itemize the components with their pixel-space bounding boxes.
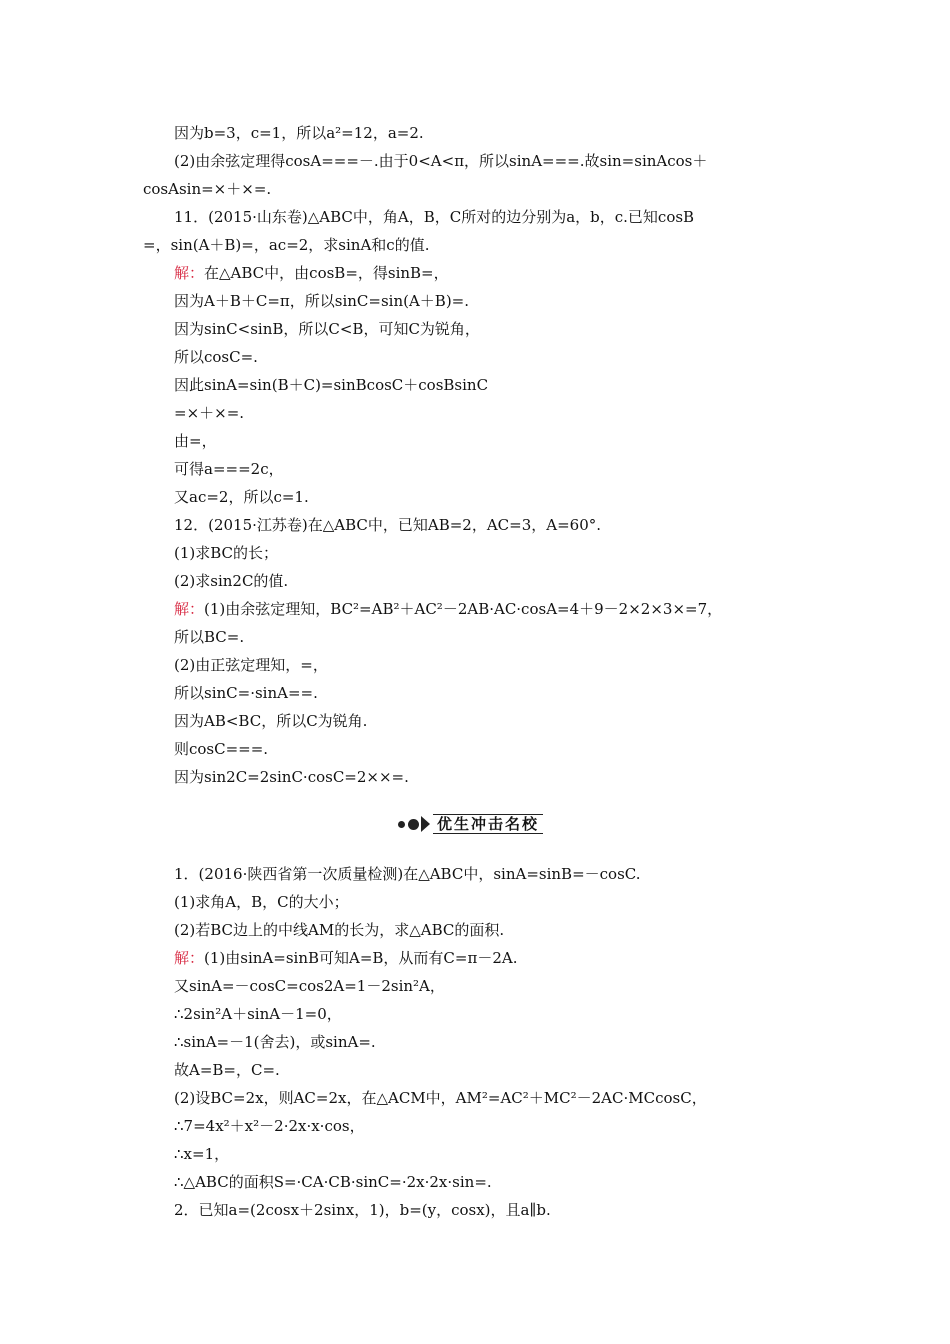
text-line: 所以BC=. <box>174 628 245 646</box>
text-line: 所以cosC=. <box>174 348 258 366</box>
text-line: 因为A＋B＋C=π，所以sinC=sin(A＋B)=. <box>174 292 470 310</box>
text-line: 因为AB<BC，所以C为锐角. <box>174 712 368 730</box>
text-line: =，sin(A＋B)=，ac=2，求sinA和c的值. <box>143 236 430 254</box>
problem-1-heading: 1．(2016·陕西省第一次质量检测)在△ABC中，sinA=sinB=－cosC. <box>174 865 641 883</box>
text-line: ∴7=4x²＋x²－2·2x·x·cos， <box>174 1117 365 1135</box>
text-line: ∴△ABC的面积S=·CA·CB·sinC=·2x·2x·sin=. <box>174 1173 492 1191</box>
text-line: (2)若BC边上的中线AM的长为，求△ABC的面积. <box>174 921 505 939</box>
solution-line: 解：(1)由sinA=sinB可知A=B，从而有C=π－2A. <box>174 949 518 967</box>
text-line: (2)求sin2C的值. <box>174 572 289 590</box>
text-line: 所以sinC=·sinA==. <box>174 684 318 702</box>
text-line: =×＋×=. <box>174 404 245 422</box>
solution-label: 解： <box>174 949 205 967</box>
dot-small-icon <box>398 821 405 828</box>
text-line: 则cosC===. <box>174 740 269 758</box>
problem-12-heading: 12．(2015·江苏卷)在△ABC中，已知AB=2，AC=3，A=60°. <box>174 516 602 534</box>
text-line: 因此sinA=sin(B＋C)=sinBcosC＋cosBsinC <box>174 376 489 394</box>
text-line: 由=， <box>174 432 217 450</box>
dot-large-icon <box>408 819 419 830</box>
text-line: (1)求角A，B，C的大小； <box>174 893 349 911</box>
text-line: 因为b=3，c=1，所以a²=12，a=2. <box>174 124 424 142</box>
text-line: 因为sinC<sinB，所以C<B，可知C为锐角， <box>174 320 480 338</box>
arrow-right-icon <box>421 816 430 832</box>
text-line: (2)由正弦定理知，=， <box>174 656 328 674</box>
text-line: ∴x=1， <box>174 1145 230 1163</box>
text-line: cosAsin=×＋×=. <box>143 180 272 198</box>
text-line: ∴sinA=－1(舍去)，或sinA=. <box>174 1033 376 1051</box>
solution-line: 解：在△ABC中，由cosB=，得sinB=， <box>174 264 449 282</box>
problem-2-heading: 2．已知a=(2cosx＋2sinx，1)，b=(y，cosx)，且a∥b. <box>174 1201 551 1219</box>
text-line: 因为sin2C=2sinC·cosC=2××=. <box>174 768 409 786</box>
solution-label: 解： <box>174 264 205 282</box>
solution-line: 解：(1)由余弦定理知，BC²=AB²＋AC²－2AB·AC·cosA=4＋9－2×2×3×=7， <box>174 600 723 618</box>
problem-11-heading: 11．(2015·山东卷)△ABC中，角A，B，C所对的边分别为a，b，c.已知cosB <box>174 208 695 226</box>
text-line: ∴2sin²A＋sinA－1=0， <box>174 1005 342 1023</box>
text-line: 又ac=2，所以c=1. <box>174 488 309 506</box>
text-line: (2)设BC=2x，则AC=2x，在△ACM中，AM²=AC²＋MC²－2AC·MCcosC， <box>174 1089 707 1107</box>
text-line: (2)由余弦定理得cosA===－.由于0<A<π，所以sinA===.故sin=sinAcos＋ <box>174 152 708 170</box>
section-title: 优生冲击名校 <box>433 814 543 834</box>
section-banner <box>398 812 543 836</box>
text-line: 又sinA=－cosC=cos2A=1－2sin²A， <box>174 977 445 995</box>
text-line: 故A=B=，C=. <box>174 1061 280 1079</box>
text-line: (1)求BC的长； <box>174 544 279 562</box>
solution-label: 解： <box>174 600 205 618</box>
text-line: 可得a===2c， <box>174 460 284 478</box>
